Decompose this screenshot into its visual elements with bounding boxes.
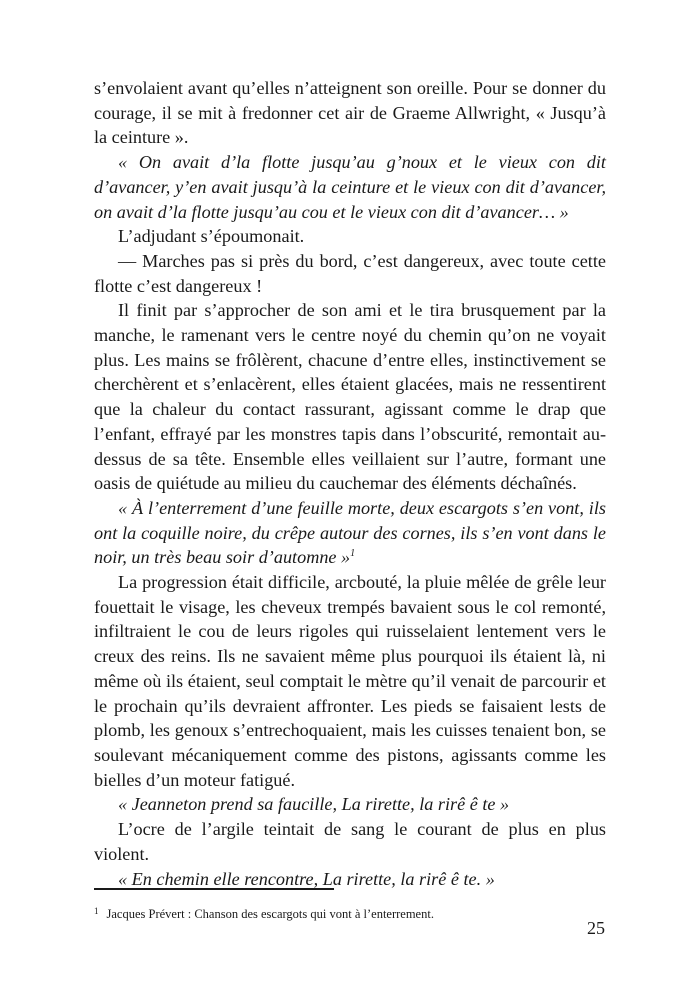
footnote-divider	[94, 888, 334, 890]
paragraph: s’envolaient avant qu’elles n’atteignent son oreille. Pour se donner du courage, il se mit à fredonner cet air de Graeme Allwright, « Jusqu’à la ceinture ».	[94, 78, 606, 148]
paragraph: L’adjudant s’époumonait.	[118, 226, 305, 247]
dialogue-line: — Marches pas si près du bord, c’est dangereux, avec toute cette flotte c’est dangereux !	[94, 250, 606, 296]
footnote-reference[interactable]: 1	[350, 548, 356, 560]
song-quote-text: « À l’enterrement d’une feuille morte, deux escargots s’en vont, ils ont la coquille noire, du crêpe autour des cornes, ils s’en vont dans le noir, un très beau soir d’automne »	[94, 497, 606, 568]
footnote-mark: 1	[94, 906, 99, 916]
song-quote: « En chemin elle rencontre, La rirette, la rirê ê te. »	[118, 868, 495, 889]
song-quote: « On avait d’la flotte jusqu’au g’noux et le vieux con dit d’avancer, y’en avait jusqu’à la ceinture et le vieux con dit d’avancer, on avait d’la flotte jusqu’au cou et le vieux con dit d’avancer… »	[94, 152, 606, 222]
paragraph: Il finit par s’approcher de son ami et le tira brusquement par la manche, le ramenant vers le centre noyé du chemin qu’on ne voyait plus. Les mains se frôlèrent, chacune d’entre elles, instinctivement se cherchèrent et s’enlacèrent, elles étaient glacées, mais ne ressentirent que la chaleur du contact rassurant, agissant comme le drap que l’enfant, effrayé par les monstres tapis dans l’obscurité, remontait au-dessus de sa tête. Ensemble elles veillaient sur l’autre, formant une oasis de quiétude au milieu du cauchemar des éléments déchaînés.	[94, 300, 606, 494]
footnote-text: Jacques Prévert : Chanson des escargots qui vont à l’enterrement.	[106, 907, 434, 921]
body-text	[94, 76, 606, 891]
song-quote	[94, 496, 606, 570]
paragraph: La progression était difficile, arcbouté, la pluie mêlée de grêle leur fouettait le visage, les cheveux trempés bavaient sous le col remonté, infiltraient le cou de leurs rigoles qui ruisselaient lentement vers le creux des reins. Ils ne savaient même plus pourquoi ils étaient là, ni même où ils étaient, seul comptait le mètre qu’il venait de parcourir et le prochain qu’ils devraient affronter. Les pieds se faisaient lests de plomb, les genoux s’entrechoquaient, mais les cuisses tenaient bon, se soulevant mécaniquement comme des pistons, agissants comme les bielles d’un moteur fatigué.	[94, 572, 606, 790]
paragraph: L’ocre de l’argile teintait de sang le courant de plus en plus violent.	[94, 819, 606, 864]
footnote	[94, 903, 606, 922]
song-quote: « Jeanneton prend sa faucille, La rirette, la rirê ê te »	[118, 794, 510, 815]
page-number: 25	[587, 918, 605, 938]
